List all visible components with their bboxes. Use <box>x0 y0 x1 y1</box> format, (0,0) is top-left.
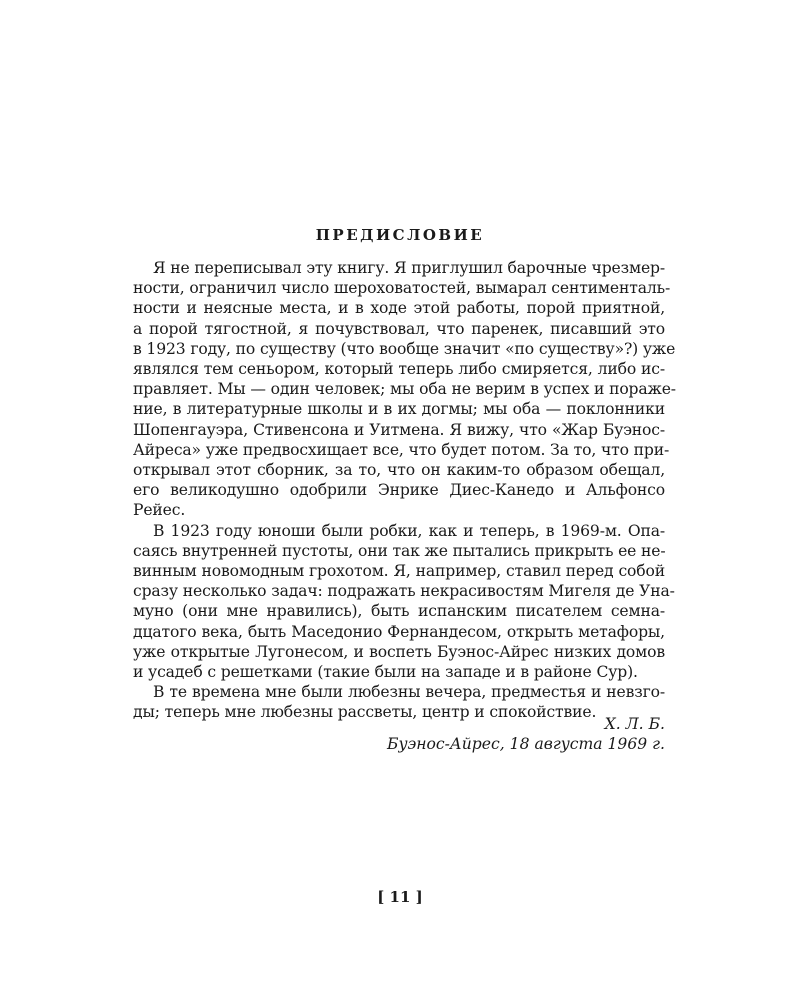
text-line: в 1923 году, по существу (что вообще значит «по существу»?) уже <box>133 339 676 358</box>
chapter-title: ПРЕДИСЛОВИЕ <box>315 226 485 244</box>
place-and-date: Буэнос-Айрес, 18 августа 1969 г. <box>387 735 665 753</box>
text-line: открывал этот сборник, за то, что он каким-то образом обещал, <box>133 461 665 480</box>
text-line: уже открытые Лугонесом, и воспеть Буэнос-Айрес низких домов <box>133 642 665 661</box>
text-line: являлся тем сеньором, который теперь либо смиряется, либо ис- <box>133 360 665 379</box>
text-line: В те времена мне были любезны вечера, предместья и невзго- <box>153 683 665 702</box>
text-line: Рейес. <box>133 501 186 520</box>
text-line: муно (они мне нравились), быть испанским писателем семна- <box>133 602 665 621</box>
preface-body <box>133 258 676 723</box>
text-line: и усадеб с решетками (такие были на западе и в районе Сур). <box>133 663 638 682</box>
text-line: ности и неясные места, и в ходе этой работы, порой приятной, <box>133 299 665 318</box>
author-initials: Х. Л. Б. <box>604 715 665 733</box>
text-line: Шопенгауэра, Стивенсона и Уитмена. Я вижу, что «Жар Буэнос- <box>133 420 665 439</box>
text-line: дцатого века, быть Маседонио Фернандесом, открыть метафоры, <box>133 622 665 641</box>
text-line: а порой тягостной, я почувствовал, что паренек, писавший это <box>133 319 665 338</box>
text-line: ды; теперь мне любезны рассветы, центр и спокойствие. <box>133 703 597 722</box>
text-line: его великодушно одобрили Энрике Диес-Канедо и Альфонсо <box>133 481 665 500</box>
text-line: Айреса» уже предвосхищает все, что будет потом. За то, что при- <box>133 440 670 459</box>
text-line: винным новомодным грохотом. Я, например, ставил перед собой <box>133 562 665 581</box>
text-line: ние, в литературные школы и в их догмы; мы оба — поклонники <box>133 400 665 419</box>
text-line: Я не переписывал эту книгу. Я приглушил барочные чрезмер- <box>153 259 665 277</box>
text-line: саясь внутренней пустоты, они так же пытались прикрыть ее не- <box>133 541 666 560</box>
text-line: сразу несколько задач: подражать некрасивостям Мигеля де Уна- <box>133 582 675 601</box>
text-line: правляет. Мы — один человек; мы оба не верим в успех и пораже- <box>133 380 676 399</box>
text-line: В 1923 году юноши были робки, как и теперь, в 1969-м. Опа- <box>153 521 665 540</box>
text-line: ности, ограничил число шероховатостей, вымарал сентименталь- <box>133 279 671 298</box>
page-number: [ 11 ] <box>377 888 423 906</box>
